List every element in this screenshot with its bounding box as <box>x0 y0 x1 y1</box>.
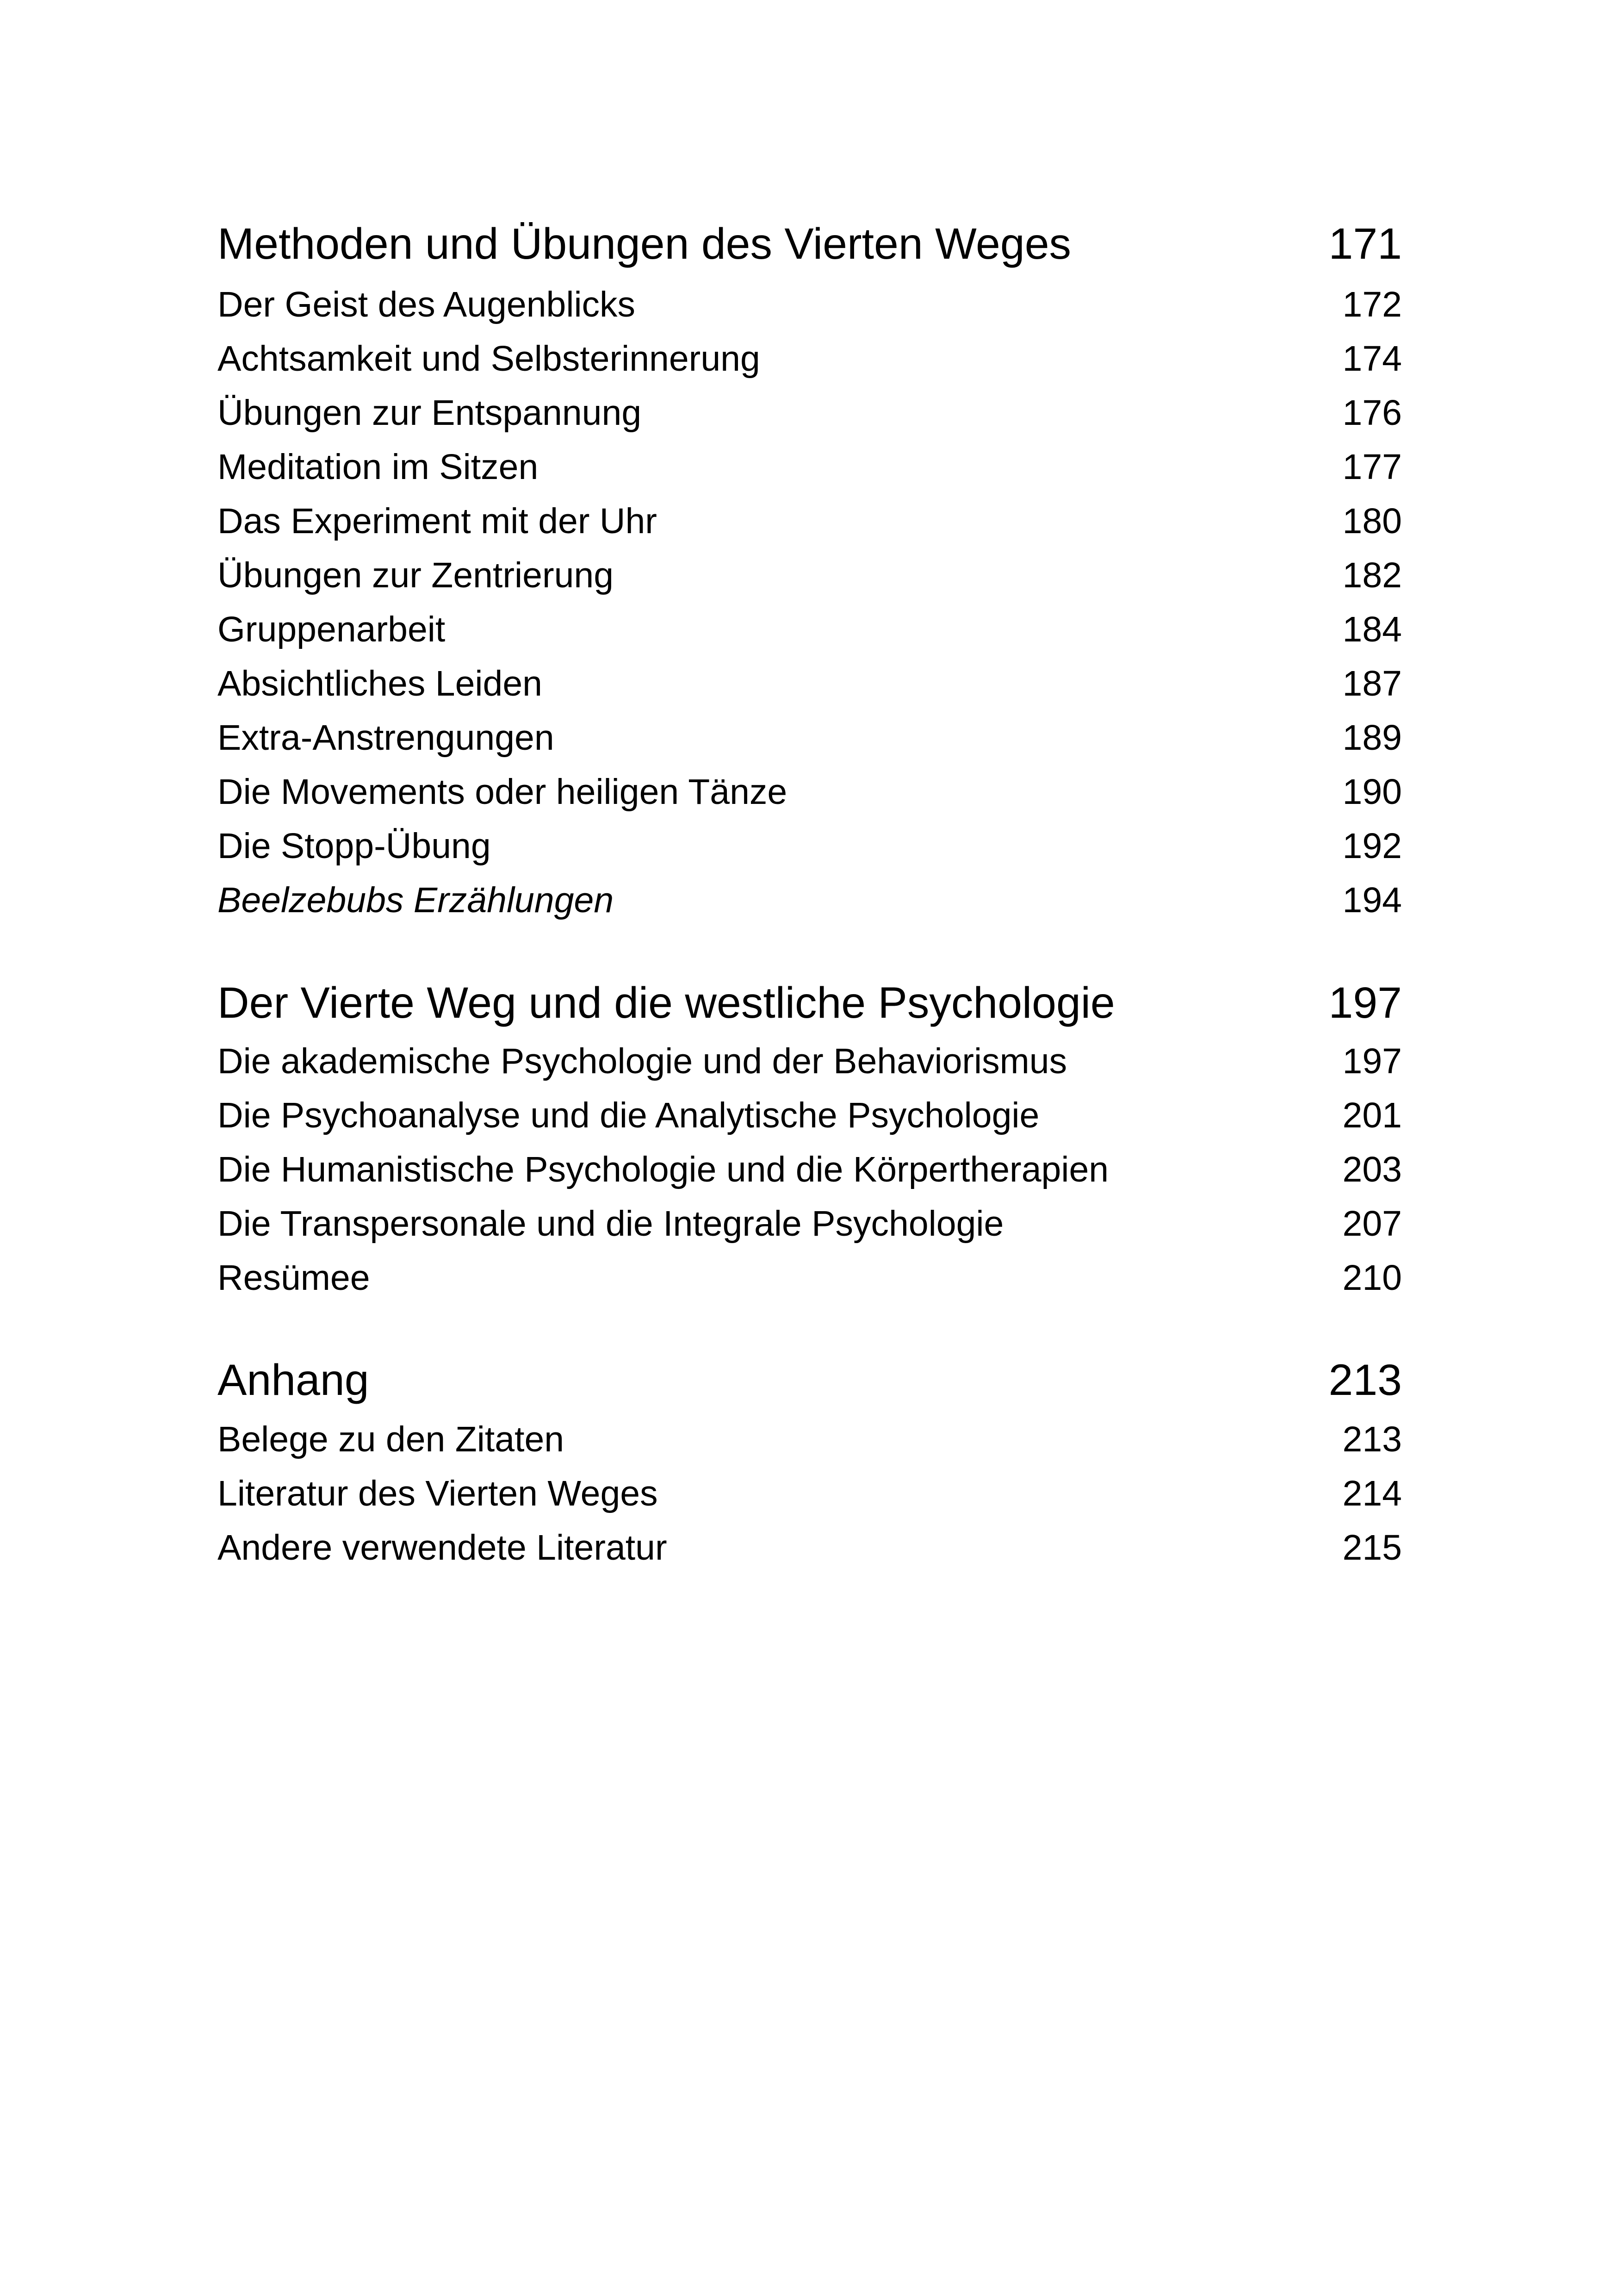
section-heading <box>217 1355 1402 1406</box>
toc-entry <box>217 392 1402 434</box>
toc-entry-page: 207 <box>1342 1204 1402 1244</box>
toc-entry-page: 190 <box>1342 772 1402 812</box>
toc-entry <box>217 1202 1402 1245</box>
toc-entry-page: 197 <box>1342 1041 1402 1081</box>
section-heading-title: Der Vierte Weg und die westliche Psychologie <box>217 978 1115 1027</box>
toc-entry <box>217 554 1402 597</box>
toc-entry-page: 189 <box>1342 718 1402 758</box>
toc-entry-page: 184 <box>1342 610 1402 649</box>
toc-entry-page: 174 <box>1342 339 1402 379</box>
toc-entry <box>217 500 1402 542</box>
toc-entry-title: Übungen zur Zentrierung <box>217 555 614 595</box>
toc-entry <box>217 446 1402 488</box>
toc-entry-page: 215 <box>1342 1528 1402 1568</box>
toc-entry <box>217 1257 1402 1299</box>
section-heading-title: Anhang <box>217 1356 369 1405</box>
toc-entry-page: 176 <box>1342 393 1402 433</box>
toc-entry-title: Extra-Anstrengungen <box>217 718 554 758</box>
toc-entry-title: Das Experiment mit der Uhr <box>217 501 657 541</box>
toc-entry <box>217 1040 1402 1083</box>
section-heading <box>217 977 1402 1028</box>
toc-entry <box>217 337 1402 380</box>
toc-entry-title: Übungen zur Entspannung <box>217 393 642 433</box>
toc-entry-title: Meditation im Sitzen <box>217 447 539 487</box>
toc-entry-page: 180 <box>1342 501 1402 541</box>
toc-entry <box>217 1472 1402 1515</box>
toc-entry-page: 187 <box>1342 664 1402 703</box>
toc-entry-title: Beelzebubs Erzählungen <box>217 880 614 920</box>
toc-entry-title: Die Stopp-Übung <box>217 826 491 866</box>
toc-entry-title: Die Transpersonale und die Integrale Psychologie <box>217 1204 1004 1244</box>
toc-entry-title: Gruppenarbeit <box>217 610 446 649</box>
toc-entry-title: Andere verwendete Literatur <box>217 1528 667 1568</box>
toc-entry <box>217 1418 1402 1461</box>
toc-entry-page: 201 <box>1342 1095 1402 1135</box>
section-heading-page: 171 <box>1328 219 1402 268</box>
toc-entry-title: Die akademische Psychologie und der Behaviorismus <box>217 1041 1067 1081</box>
toc-entry-title: Resümee <box>217 1258 370 1298</box>
toc-entry-title: Belege zu den Zitaten <box>217 1419 564 1459</box>
toc-entry-page: 177 <box>1342 447 1402 487</box>
toc-entry-title: Achtsamkeit und Selbsterinnerung <box>217 339 760 379</box>
toc-entry-title: Die Movements oder heiligen Tänze <box>217 772 787 812</box>
toc-entry-title: Literatur des Vierten Weges <box>217 1474 658 1513</box>
toc-entry <box>217 716 1402 759</box>
toc-entry <box>217 283 1402 326</box>
toc-entry <box>217 662 1402 705</box>
toc-entry <box>217 1148 1402 1191</box>
toc-entry-page: 203 <box>1342 1150 1402 1189</box>
toc-entry-title: Die Humanistische Psychologie und die Körpertherapien <box>217 1150 1109 1189</box>
toc-entry-title: Die Psychoanalyse und die Analytische Psychologie <box>217 1095 1040 1135</box>
toc-entry <box>217 1526 1402 1569</box>
section-heading-title: Methoden und Übungen des Vierten Weges <box>217 219 1072 268</box>
toc-entry-title: Der Geist des Augenblicks <box>217 285 636 324</box>
toc-entry-title: Absichtliches Leiden <box>217 664 542 703</box>
toc-entry-page: 214 <box>1342 1474 1402 1513</box>
section-heading-page: 213 <box>1328 1356 1402 1405</box>
toc-entry <box>217 825 1402 867</box>
toc-entry-page: 210 <box>1342 1258 1402 1298</box>
section-heading <box>217 218 1402 269</box>
section-heading-page: 197 <box>1328 978 1402 1027</box>
toc-entry-page: 182 <box>1342 555 1402 595</box>
toc-entry <box>217 879 1402 921</box>
toc-entry-page: 192 <box>1342 826 1402 866</box>
toc-entry-page: 213 <box>1342 1419 1402 1459</box>
toc-entry <box>217 608 1402 651</box>
toc-entry <box>217 1094 1402 1137</box>
toc-entry <box>217 771 1402 813</box>
toc-entry-page: 194 <box>1342 880 1402 920</box>
toc-entry-page: 172 <box>1342 285 1402 324</box>
